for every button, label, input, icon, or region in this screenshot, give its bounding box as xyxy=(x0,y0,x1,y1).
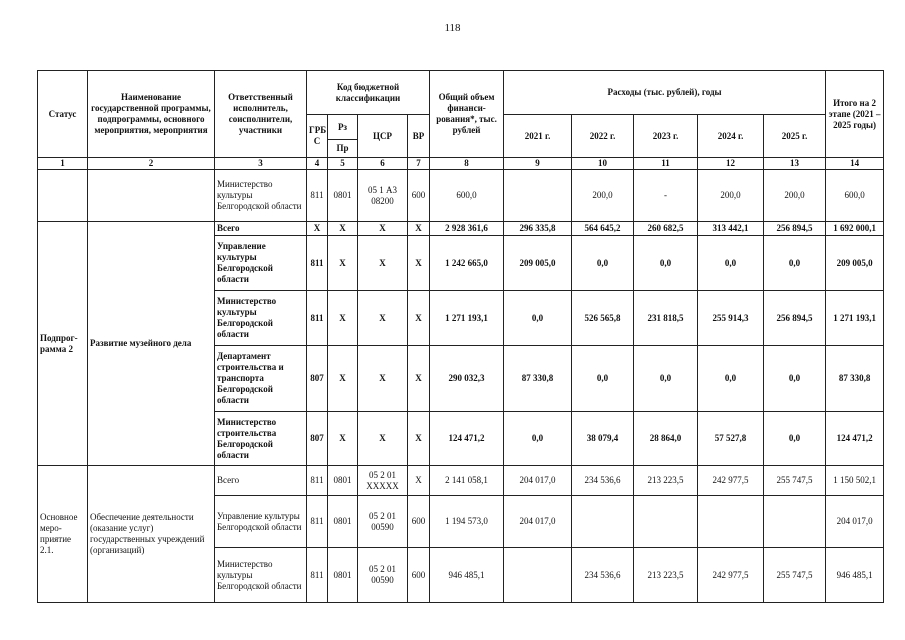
column-number: 13 xyxy=(764,158,826,170)
column-numbers-row xyxy=(38,158,884,170)
y2021-cell: 0,0 xyxy=(504,412,572,466)
column-number: 14 xyxy=(826,158,884,170)
column-number: 5 xyxy=(328,158,358,170)
header-2023: 2023 г. xyxy=(634,115,698,158)
csr-cell: 05 1 А3 08200 xyxy=(358,170,408,222)
subprogram-name: Развитие музейного дела xyxy=(88,222,215,466)
y2024-cell: 242 977,5 xyxy=(698,548,764,603)
y2025-cell: 0,0 xyxy=(764,236,826,291)
executor-cell: Министерство культуры Белгородской области xyxy=(215,548,307,603)
stage-total-cell: 209 005,0 xyxy=(826,236,884,291)
executor-cell: Управление культуры Белгородской области xyxy=(215,236,307,291)
total-cell: 124 471,2 xyxy=(430,412,504,466)
total-cell: 2 141 058,1 xyxy=(430,466,504,496)
main-event-name: Обеспечение деятельности (оказание услуг) государственных учреждений (организаций) xyxy=(88,466,215,603)
header-budget-code: Код бюджетной классификации xyxy=(307,71,430,115)
total-cell: 1 242 665,0 xyxy=(430,236,504,291)
name-cell xyxy=(88,170,215,222)
y2025-cell xyxy=(764,496,826,548)
header-status: Статус xyxy=(38,71,88,158)
column-number: 6 xyxy=(358,158,408,170)
y2022-cell: 0,0 xyxy=(572,346,634,412)
y2024-cell: 255 914,3 xyxy=(698,291,764,346)
status-cell xyxy=(38,170,88,222)
csr-cell: Х xyxy=(358,236,408,291)
y2022-cell: 526 565,8 xyxy=(572,291,634,346)
column-number: 11 xyxy=(634,158,698,170)
y2023-cell: 260 682,5 xyxy=(634,222,698,236)
y2023-cell: 0,0 xyxy=(634,346,698,412)
y2023-cell: 213 223,5 xyxy=(634,466,698,496)
column-number: 10 xyxy=(572,158,634,170)
header-executor: Ответственный исполнитель, соисполнители, участники xyxy=(215,71,307,158)
y2022-cell: 200,0 xyxy=(572,170,634,222)
y2021-cell: 0,0 xyxy=(504,291,572,346)
header-expenses: Расходы (тыс. рублей), годы xyxy=(504,71,826,115)
y2021-cell: 87 330,8 xyxy=(504,346,572,412)
y2022-cell xyxy=(572,496,634,548)
y2022-cell: 564 645,2 xyxy=(572,222,634,236)
stage-total-cell: 124 471,2 xyxy=(826,412,884,466)
y2023-cell: - xyxy=(634,170,698,222)
y2022-cell: 234 536,6 xyxy=(572,548,634,603)
subprogram-status: Подпрог-рамма 2 xyxy=(38,222,88,466)
column-number: 4 xyxy=(307,158,328,170)
header-total-volume: Общий объем финанси-рования*, тыс. рублей xyxy=(430,71,504,158)
executor-cell: Всего xyxy=(215,222,307,236)
csr-cell: Х xyxy=(358,346,408,412)
y2023-cell: 0,0 xyxy=(634,236,698,291)
column-number: 1 xyxy=(38,158,88,170)
rzpr-cell: 0801 xyxy=(328,466,358,496)
column-number: 12 xyxy=(698,158,764,170)
executor-cell: Министерство культуры Белгородской области xyxy=(215,291,307,346)
grbs-cell: 811 xyxy=(307,291,328,346)
rzpr-cell: Х xyxy=(328,412,358,466)
y2021-cell: 209 005,0 xyxy=(504,236,572,291)
table-row xyxy=(38,222,884,236)
total-cell: 1 271 193,1 xyxy=(430,291,504,346)
stage-total-cell: 600,0 xyxy=(826,170,884,222)
grbs-cell: 807 xyxy=(307,346,328,412)
header-2021: 2021 г. xyxy=(504,115,572,158)
vr-cell: Х xyxy=(408,412,430,466)
y2025-cell: 256 894,5 xyxy=(764,222,826,236)
rzpr-cell: 0801 xyxy=(328,170,358,222)
y2024-cell: 0,0 xyxy=(698,346,764,412)
vr-cell: 600 xyxy=(408,548,430,603)
grbs-cell: 811 xyxy=(307,466,328,496)
header-stage-total: Итого на 2 этапе (2021 – 2025 годы) xyxy=(826,71,884,158)
main-event-status: Основное меро-приятие 2.1. xyxy=(38,466,88,603)
column-number: 2 xyxy=(88,158,215,170)
vr-cell: Х xyxy=(408,222,430,236)
header-name: Наименование государственной программы, подпрограммы, основного мероприятия, мероприятия xyxy=(88,71,215,158)
vr-cell: Х xyxy=(408,291,430,346)
y2023-cell: 28 864,0 xyxy=(634,412,698,466)
csr-cell: 05 2 01 ХХХХХ xyxy=(358,466,408,496)
total-cell: 1 194 573,0 xyxy=(430,496,504,548)
column-number: 9 xyxy=(504,158,572,170)
total-cell: 946 485,1 xyxy=(430,548,504,603)
vr-cell: 600 xyxy=(408,170,430,222)
vr-cell: Х xyxy=(408,236,430,291)
executor-cell: Министерство культуры Белгородской области xyxy=(215,170,307,222)
csr-cell: Х xyxy=(358,412,408,466)
executor-cell: Министерство строительства Белгородской области xyxy=(215,412,307,466)
y2025-cell: 0,0 xyxy=(764,412,826,466)
header-vr: ВР xyxy=(408,115,430,158)
stage-total-cell: 1 150 502,1 xyxy=(826,466,884,496)
stage-total-cell: 87 330,8 xyxy=(826,346,884,412)
csr-cell: 05 2 01 00590 xyxy=(358,496,408,548)
grbs-cell: 811 xyxy=(307,236,328,291)
y2021-cell xyxy=(504,548,572,603)
header-csr: ЦСР xyxy=(358,115,408,158)
y2024-cell: 200,0 xyxy=(698,170,764,222)
y2024-cell: 313 442,1 xyxy=(698,222,764,236)
column-number: 8 xyxy=(430,158,504,170)
y2022-cell: 38 079,4 xyxy=(572,412,634,466)
y2024-cell: 57 527,8 xyxy=(698,412,764,466)
rzpr-cell: Х xyxy=(328,236,358,291)
y2023-cell: 231 818,5 xyxy=(634,291,698,346)
y2023-cell xyxy=(634,496,698,548)
executor-cell: Управление культуры Белгородской области xyxy=(215,496,307,548)
stage-total-cell: 1 692 000,1 xyxy=(826,222,884,236)
y2021-cell: 204 017,0 xyxy=(504,466,572,496)
page-number: 118 xyxy=(444,22,461,34)
header-rz: Рз xyxy=(328,115,357,140)
y2024-cell: 0,0 xyxy=(698,236,764,291)
stage-total-cell: 946 485,1 xyxy=(826,548,884,603)
rzpr-cell: Х xyxy=(328,346,358,412)
grbs-cell: Х xyxy=(307,222,328,236)
header-2022: 2022 г. xyxy=(572,115,634,158)
stage-total-cell: 204 017,0 xyxy=(826,496,884,548)
rzpr-cell: Х xyxy=(328,291,358,346)
total-cell: 600,0 xyxy=(430,170,504,222)
y2021-cell xyxy=(504,170,572,222)
y2023-cell: 213 223,5 xyxy=(634,548,698,603)
total-cell: 2 928 361,6 xyxy=(430,222,504,236)
y2025-cell: 0,0 xyxy=(764,346,826,412)
executor-cell: Департамент строительства и транспорта Белгородской области xyxy=(215,346,307,412)
header-rzpr xyxy=(328,115,358,158)
header-grbs: ГРБ С xyxy=(307,115,328,158)
header-2025: 2025 г. xyxy=(764,115,826,158)
y2021-cell: 204 017,0 xyxy=(504,496,572,548)
rzpr-cell: 0801 xyxy=(328,548,358,603)
grbs-cell: 811 xyxy=(307,548,328,603)
csr-cell: 05 2 01 00590 xyxy=(358,548,408,603)
column-number: 3 xyxy=(215,158,307,170)
y2021-cell: 296 335,8 xyxy=(504,222,572,236)
y2024-cell xyxy=(698,496,764,548)
grbs-cell: 811 xyxy=(307,170,328,222)
vr-cell: Х xyxy=(408,466,430,496)
rzpr-cell: 0801 xyxy=(328,496,358,548)
stage-total-cell: 1 271 193,1 xyxy=(826,291,884,346)
y2022-cell: 0,0 xyxy=(572,236,634,291)
y2025-cell: 256 894,5 xyxy=(764,291,826,346)
rzpr-cell: Х xyxy=(328,222,358,236)
y2024-cell: 242 977,5 xyxy=(698,466,764,496)
y2025-cell: 200,0 xyxy=(764,170,826,222)
vr-cell: Х xyxy=(408,346,430,412)
vr-cell: 600 xyxy=(408,496,430,548)
csr-cell: Х xyxy=(358,222,408,236)
executor-cell: Всего xyxy=(215,466,307,496)
grbs-cell: 807 xyxy=(307,412,328,466)
header-pr: Пр xyxy=(336,143,349,153)
y2025-cell: 255 747,5 xyxy=(764,466,826,496)
y2025-cell: 255 747,5 xyxy=(764,548,826,603)
table-row xyxy=(38,170,884,222)
y2022-cell: 234 536,6 xyxy=(572,466,634,496)
total-cell: 290 032,3 xyxy=(430,346,504,412)
column-number: 7 xyxy=(408,158,430,170)
csr-cell: Х xyxy=(358,291,408,346)
budget-table xyxy=(37,70,884,603)
header-2024: 2024 г. xyxy=(698,115,764,158)
grbs-cell: 811 xyxy=(307,496,328,548)
table-row xyxy=(38,466,884,496)
